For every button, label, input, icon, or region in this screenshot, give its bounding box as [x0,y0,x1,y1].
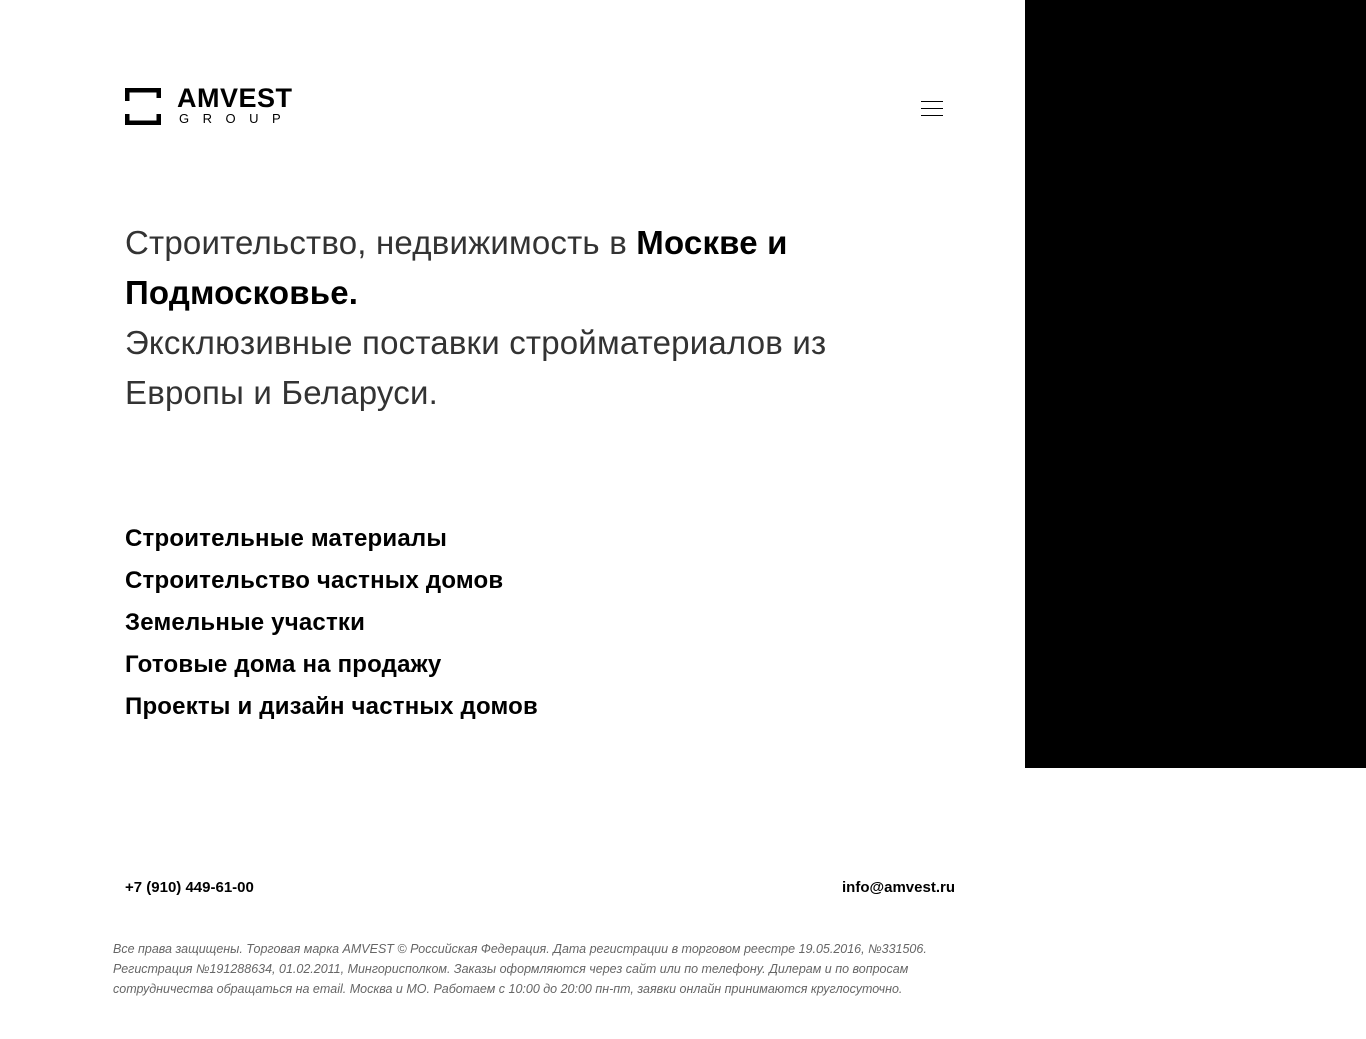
service-link[interactable]: Готовые дома на продажу [125,651,442,678]
service-link[interactable]: Строительство частных домов [125,567,504,594]
hero-subtitle: Эксклюзивные поставки стройматериалов из Европы и Беларуси. [125,324,827,411]
hero-light-text: Строительство, недвижимость в [125,224,637,261]
hero-bold-text: Москве и Подмосковье. [125,224,788,311]
service-link[interactable]: Земельные участки [125,609,366,636]
email-link[interactable]: info@amvest.ru [842,879,955,896]
logo-title: AMVEST [177,83,293,113]
services-list [125,518,538,728]
phone-link[interactable]: +7 (910) 449-61-00 [125,879,254,896]
legal-notice: Все права защищены. Торговая марка AMVEST © Российская Федерация. Дата регистрации в торговом реестре 19.05.2016, №331506. Регистрация №191288634, 01.02.2011, Мингорисполком. Заказы оформляются через сайт или по телефону. Дилерам и по вопросам сотрудничества обращаться на email. Москва и МО. Работаем с 10:00 до 20:00 пн-пт, заявки онлайн принимаются круглосуточно. [113,942,927,996]
logo-subtitle: GROUP [179,111,295,126]
service-link[interactable]: Проекты и дизайн частных домов [125,693,538,720]
brand-logo[interactable] [125,83,295,126]
hero-text [125,218,865,418]
service-link[interactable]: Строительные материалы [125,525,448,552]
side-image-panel [1025,0,1366,768]
menu-button[interactable] [921,100,945,118]
logo-text [177,83,295,126]
logo-mark-icon [125,88,161,125]
